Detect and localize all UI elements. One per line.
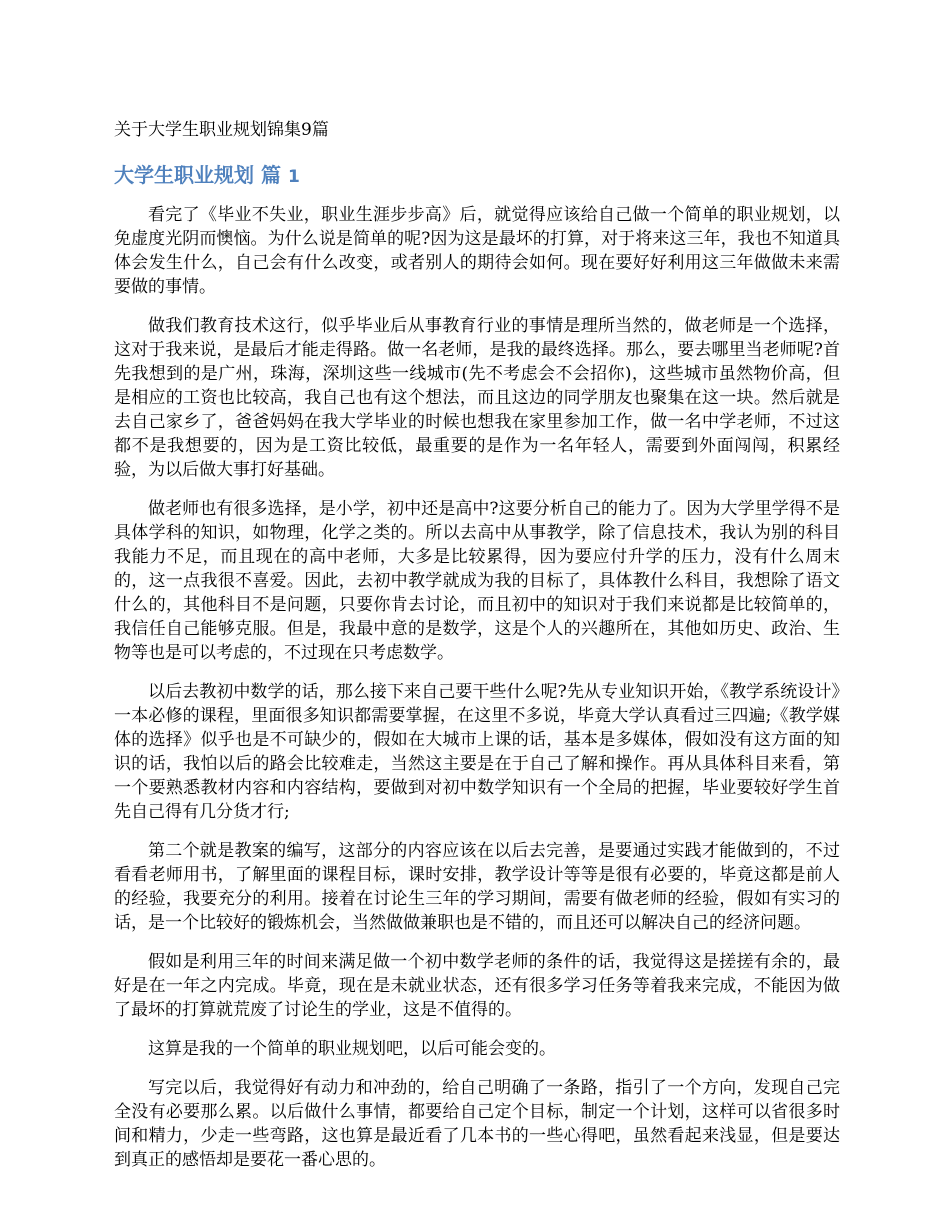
document-title: 关于大学生职业规划锦集9篇 — [114, 120, 329, 140]
paragraph-3: 做老师也有很多选择，是小学，初中还是高中?这要分析自己的能力了。因为大学里学得不是具体学科的知识，如物理，化学之类的。所以去高中从事教学，除了信息技术，我认为别的科目我能力不足，而且现在的高中老师，大多是比较累得，因为要应付升学的压力，没有什么周末的，这一点我很不喜爱。因此，去初中教学就成为我的目标了，具体教什么科目，我想除了语文什么的，其他科目不是问题，只要你肯去讨论，而且初中的知识对于我们来说都是比较简单的，我信任自己能够克服。但是，我最中意的是数学，这是个人的兴趣所在，其他如历史、政治、生物等也是可以考虑的，不过现在只考虑数学。 — [114, 499, 840, 663]
section-number: 1 — [287, 167, 300, 187]
paragraph-2: 做我们教育技术这行，似乎毕业后从事教育行业的事情是理所当然的，做老师是一个选择，这对于我来说，是最后才能走得路。做一名老师，是我的最终选择。那么，要去哪里当老师呢?首先我想到的是广州，珠海，深圳这些一线城市(先不考虑会不会招你)，这些城市虽然物价高，但是相应的工资也比较高，我自己也有这个想法，而且这边的同学朋友也聚集在这一块。然后就是去自己家乡了，爸爸妈妈在我大学毕业的时候也想我在家里参加工作，做一名中学老师，不过这都不是我想要的，因为是工资比较低，最重要的是作为一名年轻人，需要到外面闯闯，积累经验，为以后做大事打好基础。 — [114, 316, 840, 480]
paragraph-4: 以后去教初中数学的话，那么接下来自己要干些什么呢?先从专业知识开始，《教学系统设计》一本必修的课程，里面很多知识都需要掌握，在这里不多说，毕竟大学认真看过三四遍;《教学媒体的选择》似乎也是不可缺少的，假如在大城市上课的话，基本是多媒体，假如没有这方面的知识的话，我怕以后的路会比较难走，当然这主要是在于自己了解和操作。再从具体科目来看，第一个要熟悉教材内容和内容结构，要做到对初中数学知识有一个全局的把握，毕业要较好学生首先自己得有几分货才行; — [114, 682, 840, 822]
paragraph-8: 写完以后，我觉得好有动力和冲劲的，给自己明确了一条路，指引了一个方向，发现自己完全没有必要那么累。以后做什么事情，都要给自己定个目标，制定一个计划，这样可以省很多时间和精力，少走一些弯路，这也算是最近看了几本书的一些心得吧，虽然看起来浅显，但是要达到真正的感悟却是要花一番心思的。 — [114, 1078, 840, 1170]
section-heading-text: 大学生职业规划 篇 — [114, 163, 281, 187]
section-heading — [114, 161, 840, 191]
document-page — [114, 118, 840, 1172]
paragraph-1: 看完了《毕业不失业，职业生涯步步高》后，就觉得应该给自己做一个简单的职业规划，以免虚度光阴而懊恼。为什么说是简单的呢?因为这是最坏的打算，对于将来这三年，我也不知道具体会发生什么，自己会有什么改变，或者别人的期待会如何。现在要好好利用这三年做做未来需要做的事情。 — [114, 205, 840, 297]
paragraph-6: 假如是利用三年的时间来满足做一个初中数学老师的条件的话，我觉得这是搓搓有余的，最好是在一年之内完成。毕竟，现在是未就业状态，还有很多学习任务等着我来完成，不能因为做了最坏的打算就荒废了讨论生的学业，这是不值得的。 — [114, 952, 840, 1020]
paragraph-7: 这算是我的一个简单的职业规划吧，以后可能会变的。 — [148, 1039, 556, 1059]
paragraph-5: 第二个就是教案的编写，这部分的内容应该在以后去完善，是要通过实践才能做到的，不过看看老师用书，了解里面的课程目标，课时安排，教学设计等等是很有必要的，毕竟这都是前人的经验，我要充分的利用。接着在讨论生三年的学习期间，需要有做老师的经验，假如有实习的话，是一个比较好的锻炼机会，当然做做兼职也是不错的，而且还可以解决自己的经济问题。 — [114, 841, 840, 933]
